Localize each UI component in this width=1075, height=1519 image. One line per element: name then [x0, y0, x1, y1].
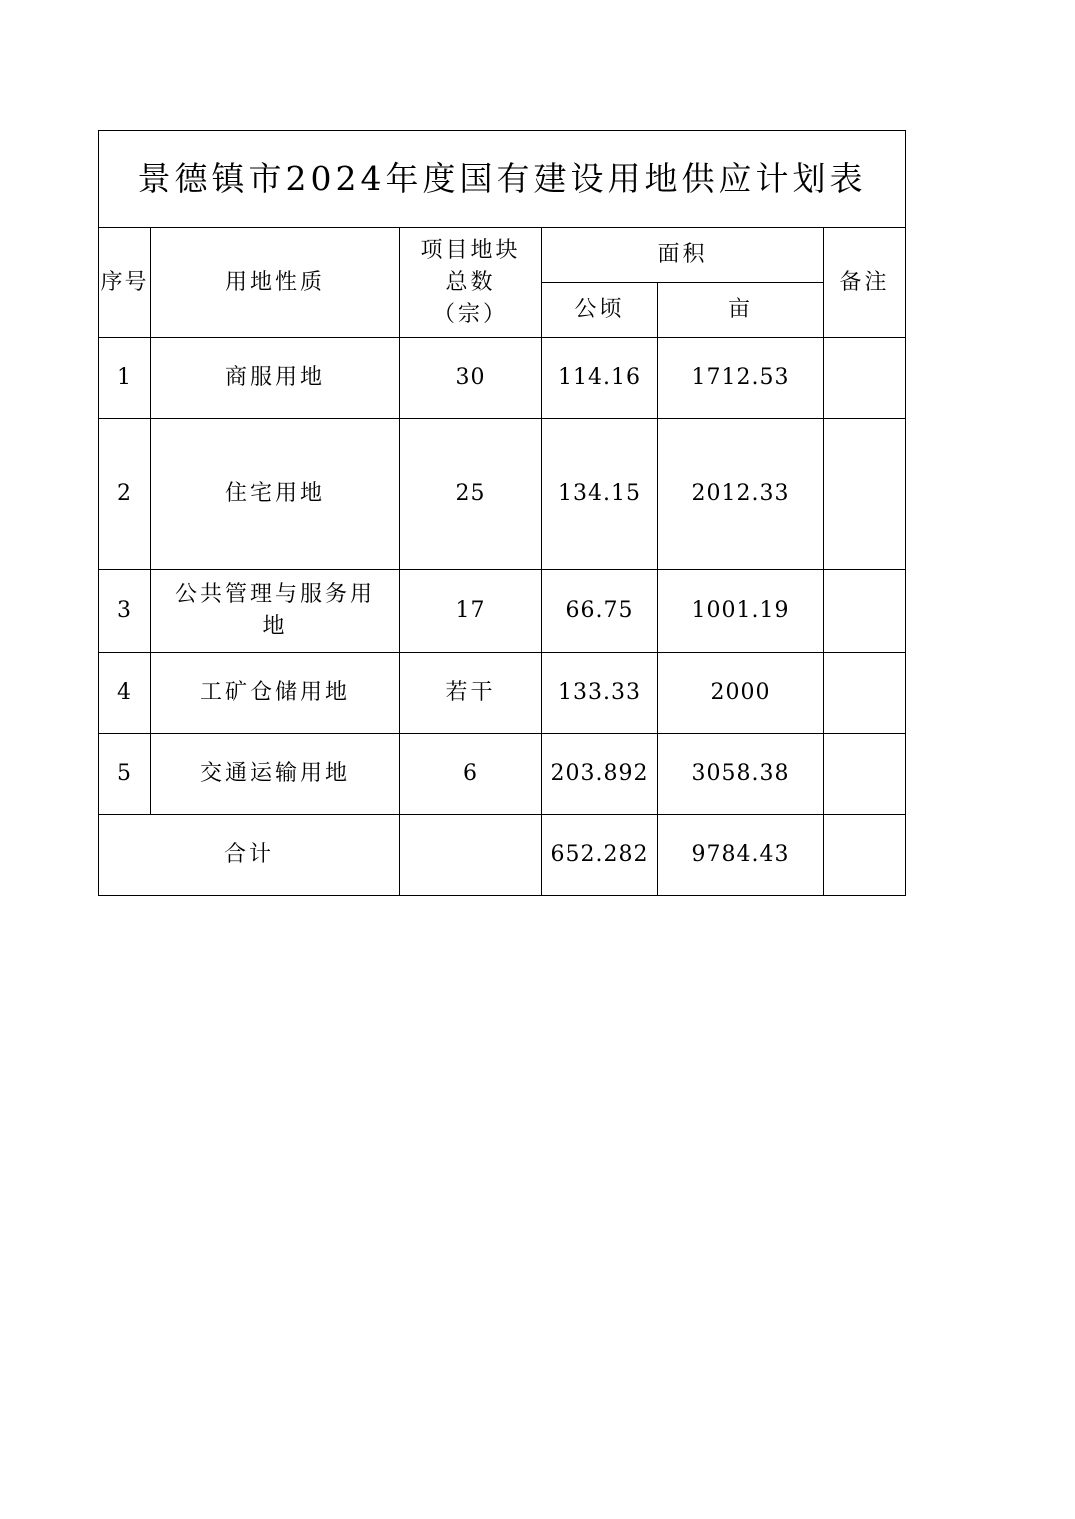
row-remark — [824, 338, 906, 419]
row-seq: 4 — [99, 653, 151, 734]
row-land-nature: 商服用地 — [151, 338, 400, 419]
row-land-nature: 工矿仓储用地 — [151, 653, 400, 734]
row-plot-count: 17 — [400, 570, 542, 653]
table-title: 景德镇市2024年度国有建设用地供应计划表 — [99, 131, 906, 228]
header-mu: 亩 — [658, 283, 824, 338]
header-area: 面积 — [542, 228, 824, 283]
total-hectare: 652.282 — [542, 815, 658, 896]
row-remark — [824, 734, 906, 815]
row-mu: 1001.19 — [658, 570, 824, 653]
row-mu: 1712.53 — [658, 338, 824, 419]
row-mu: 2000 — [658, 653, 824, 734]
row-hectare: 133.33 — [542, 653, 658, 734]
header-seq: 序号 — [99, 228, 151, 338]
row-land-nature: 公共管理与服务用地 — [151, 570, 400, 653]
row-land-nature: 交通运输用地 — [151, 734, 400, 815]
row-remark — [824, 419, 906, 570]
total-row — [99, 815, 906, 896]
row-land-nature: 住宅用地 — [151, 419, 400, 570]
total-label: 合计 — [99, 815, 400, 896]
row-mu: 3058.38 — [658, 734, 824, 815]
header-hectare: 公顷 — [542, 283, 658, 338]
row-hectare: 203.892 — [542, 734, 658, 815]
header-land-nature: 用地性质 — [151, 228, 400, 338]
row-plot-count: 25 — [400, 419, 542, 570]
row-hectare: 66.75 — [542, 570, 658, 653]
total-plot-count — [400, 815, 542, 896]
row-hectare: 114.16 — [542, 338, 658, 419]
land-supply-plan-table — [98, 130, 906, 896]
table-row — [99, 338, 906, 419]
table-row — [99, 419, 906, 570]
table-row — [99, 734, 906, 815]
row-seq: 1 — [99, 338, 151, 419]
row-mu: 2012.33 — [658, 419, 824, 570]
total-mu: 9784.43 — [658, 815, 824, 896]
row-seq: 5 — [99, 734, 151, 815]
row-plot-count: 6 — [400, 734, 542, 815]
total-remark — [824, 815, 906, 896]
row-seq: 3 — [99, 570, 151, 653]
table-row — [99, 653, 906, 734]
row-remark — [824, 653, 906, 734]
header-plot-count: 项目地块总数（宗） — [400, 228, 542, 338]
row-plot-count: 30 — [400, 338, 542, 419]
header-remark: 备注 — [824, 228, 906, 338]
row-seq: 2 — [99, 419, 151, 570]
row-plot-count: 若干 — [400, 653, 542, 734]
row-hectare: 134.15 — [542, 419, 658, 570]
table-row — [99, 570, 906, 653]
row-remark — [824, 570, 906, 653]
